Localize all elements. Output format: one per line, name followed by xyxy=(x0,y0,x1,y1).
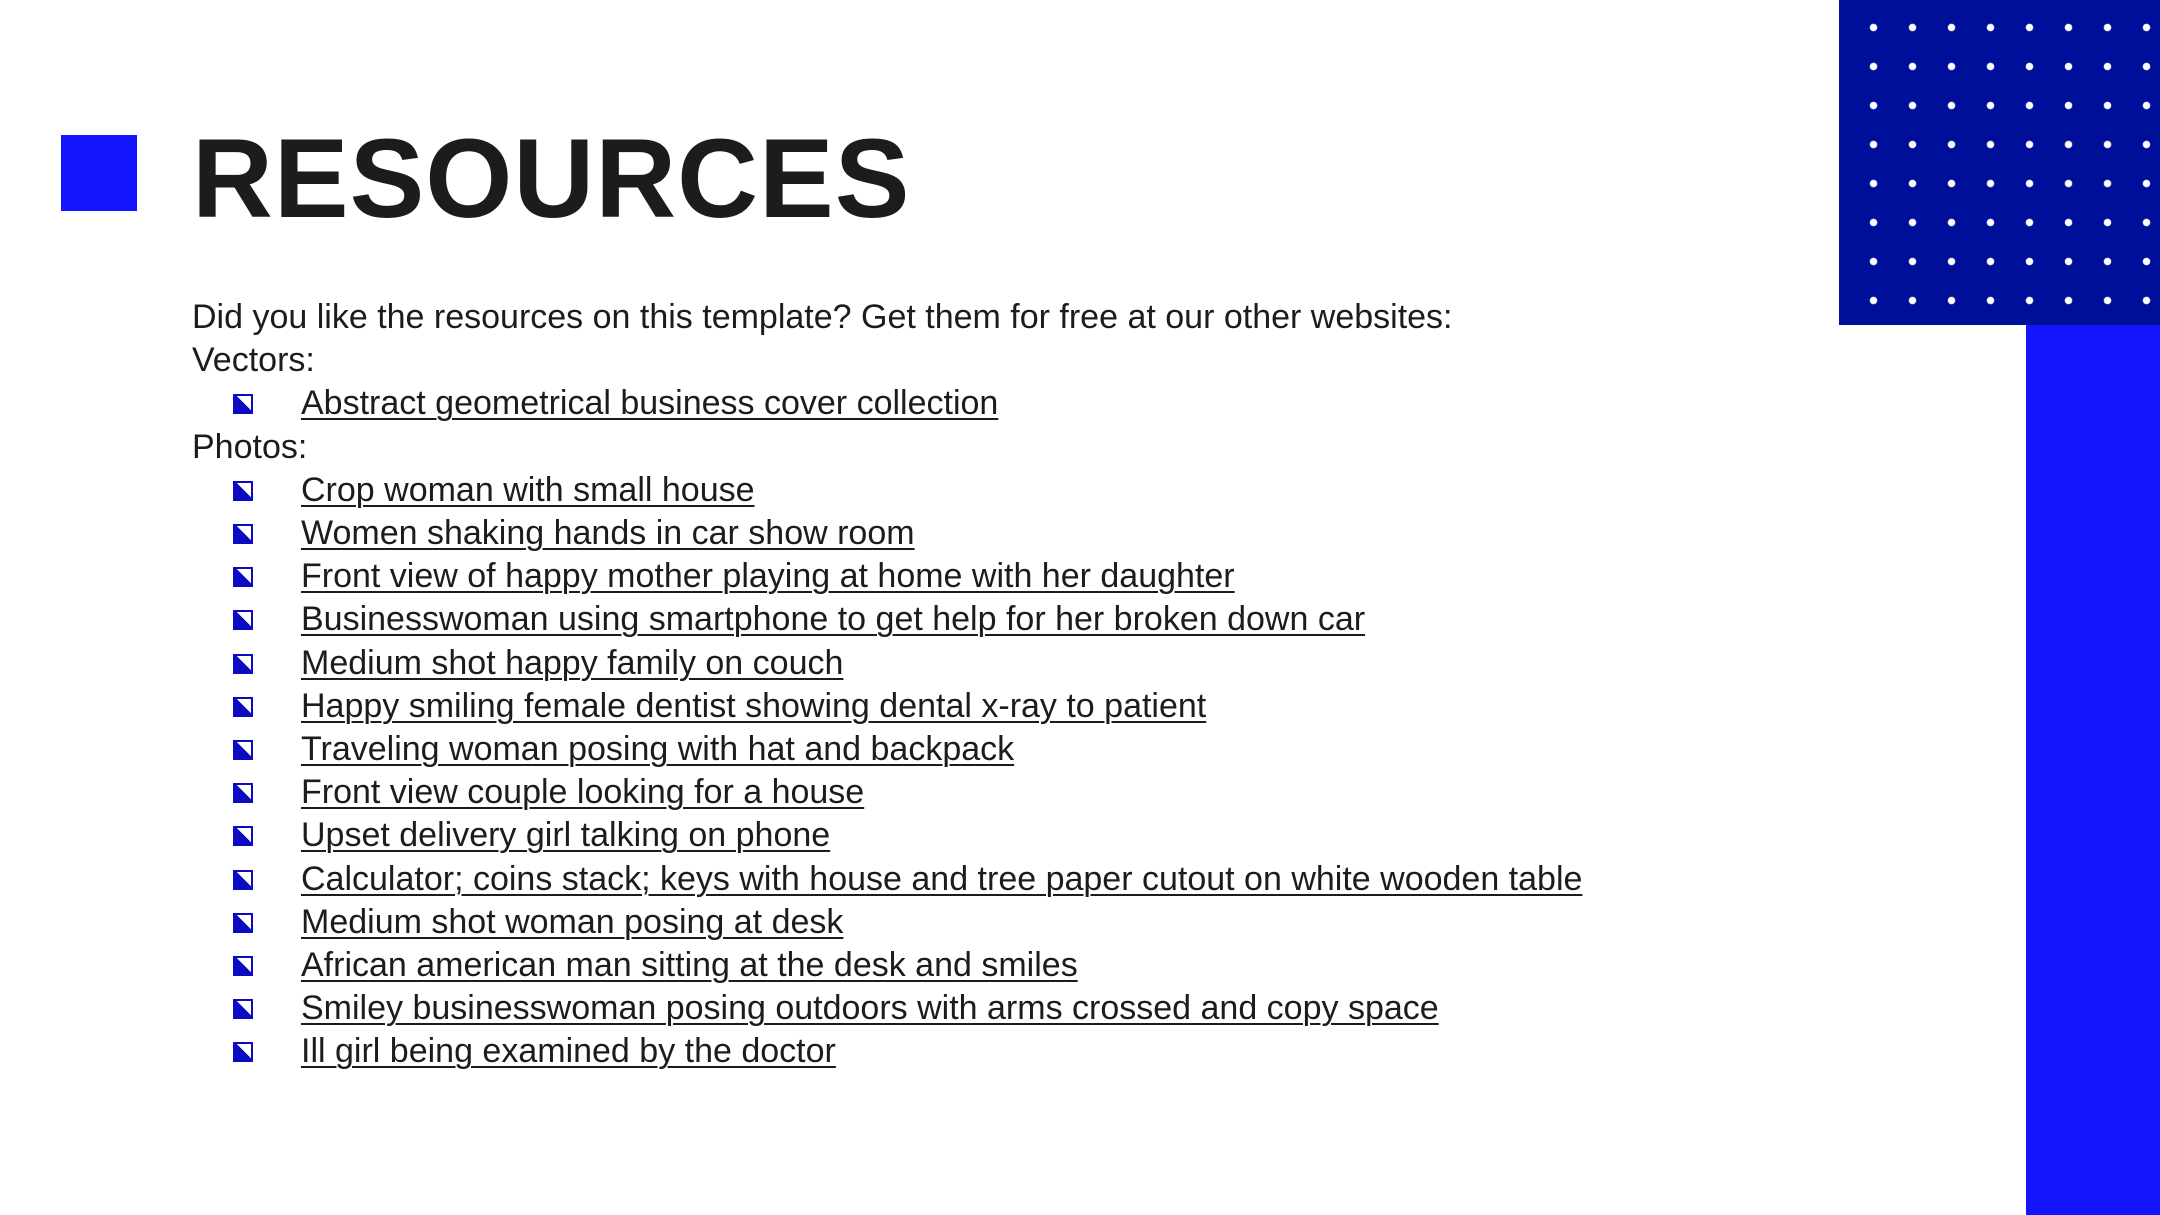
bullet-icon xyxy=(233,1042,253,1062)
bullet-icon xyxy=(233,524,253,544)
intro-text: Did you like the resources on this template? Get them for free at our other websites: xyxy=(192,298,1453,336)
resource-link[interactable]: African american man sitting at the desk and smiles xyxy=(301,946,1078,985)
list-item xyxy=(192,944,1812,987)
resource-link[interactable]: Abstract geometrical business cover collection xyxy=(301,384,999,423)
list-item xyxy=(192,512,1812,555)
list-item xyxy=(192,728,1812,771)
bullet-icon xyxy=(233,481,253,501)
list-item xyxy=(192,987,1812,1030)
list-item xyxy=(192,685,1812,728)
list-item xyxy=(192,555,1812,598)
resource-link[interactable]: Businesswoman using smartphone to get help for her broken down car xyxy=(301,600,1366,639)
bullet-icon xyxy=(233,913,253,933)
resource-link[interactable]: Calculator; coins stack; keys with house and tree paper cutout on white wooden table xyxy=(301,859,1583,898)
list-item xyxy=(192,814,1812,857)
bullet-icon xyxy=(233,826,253,846)
bullet-icon xyxy=(233,610,253,630)
resource-link[interactable]: Crop woman with small house xyxy=(301,470,755,509)
bullet-icon xyxy=(233,740,253,760)
resource-link[interactable]: Medium shot happy family on couch xyxy=(301,643,844,682)
resource-link[interactable]: Smiley businesswoman posing outdoors with arms crossed and copy space xyxy=(301,989,1439,1028)
list-item xyxy=(192,858,1812,901)
resource-link[interactable]: Women shaking hands in car show room xyxy=(301,514,915,553)
list-item xyxy=(192,1030,1812,1073)
bullet-icon xyxy=(233,783,253,803)
resource-link[interactable]: Upset delivery girl talking on phone xyxy=(301,816,831,855)
slide-title: RESOURCES xyxy=(192,116,911,241)
resource-link[interactable]: Front view couple looking for a house xyxy=(301,773,865,812)
resource-link[interactable]: Traveling woman posing with hat and backpack xyxy=(301,730,1015,769)
bullet-icon xyxy=(233,697,253,717)
resource-link[interactable]: Medium shot woman posing at desk xyxy=(301,902,844,941)
list-item xyxy=(192,771,1812,814)
list-item xyxy=(192,642,1812,685)
bullet-icon xyxy=(233,870,253,890)
bullet-icon xyxy=(233,394,253,414)
vectors-list xyxy=(192,382,1812,425)
list-item xyxy=(192,598,1812,641)
vectors-label: Vectors: xyxy=(192,341,315,380)
resource-link[interactable]: Happy smiling female dentist showing dental x-ray to patient xyxy=(301,686,1207,725)
photos-list xyxy=(192,469,1812,1074)
resources-content xyxy=(192,296,1812,1074)
dotted-pattern-block xyxy=(1839,0,2160,325)
bullet-icon xyxy=(233,567,253,587)
photos-label: Photos: xyxy=(192,427,308,466)
bullet-icon xyxy=(233,956,253,976)
resource-link[interactable]: Front view of happy mother playing at home with her daughter xyxy=(301,557,1235,596)
list-item xyxy=(192,469,1812,512)
resource-link[interactable]: Ill girl being examined by the doctor xyxy=(301,1032,836,1071)
blue-side-bar xyxy=(2026,325,2160,1215)
bullet-icon xyxy=(233,654,253,674)
list-item xyxy=(192,382,1812,425)
list-item xyxy=(192,901,1812,944)
bullet-icon xyxy=(233,999,253,1019)
title-accent-square xyxy=(61,135,137,211)
